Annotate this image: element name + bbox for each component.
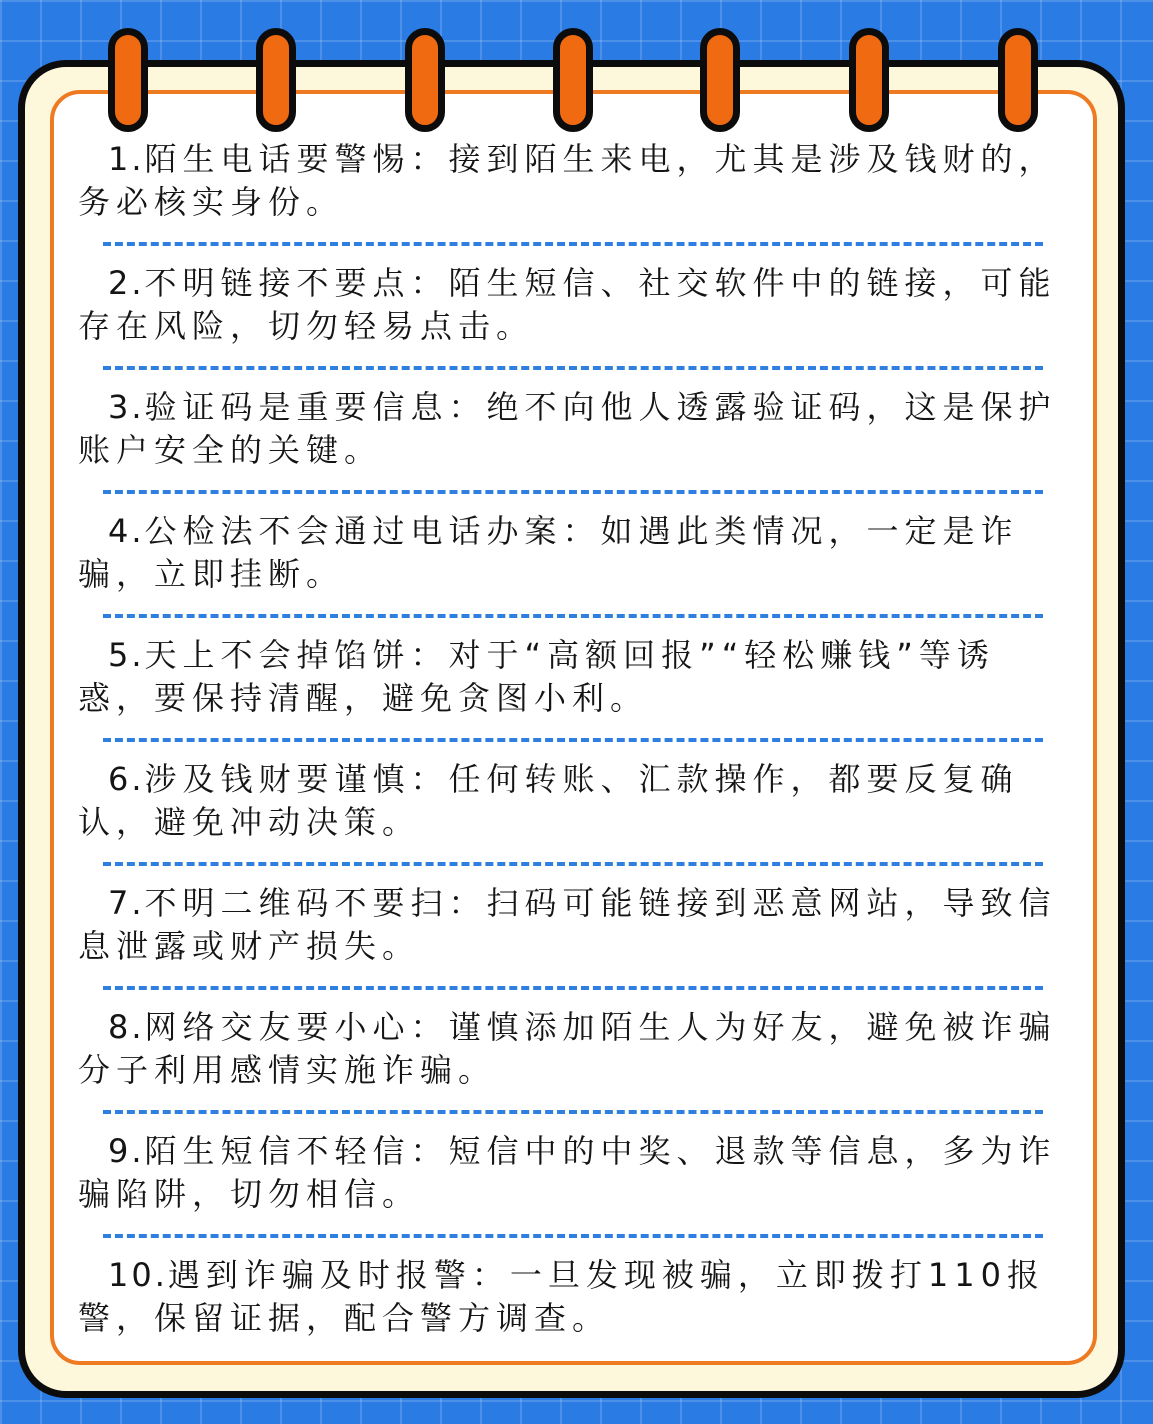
tip-number: 6. bbox=[108, 760, 145, 798]
dashed-divider bbox=[103, 1234, 1043, 1238]
tip-item bbox=[78, 634, 1068, 720]
tip-item bbox=[78, 1254, 1068, 1340]
tip-item bbox=[78, 1130, 1068, 1216]
tip-number: 7. bbox=[108, 884, 145, 922]
tip-text: 陌生电话要警惕：接到陌生来电，尤其是涉及钱财的，务必核实身份。 bbox=[78, 140, 1057, 221]
binder-ring-icon bbox=[108, 28, 148, 132]
dashed-divider bbox=[103, 242, 1043, 246]
tip-text: 天上不会掉馅饼：对于“高额回报”“轻松赚钱”等诱惑，要保持清醒，避免贪图小利。 bbox=[78, 636, 995, 717]
tip-text: 网络交友要小心：谨慎添加陌生人为好友，避免被诈骗分子利用感情实施诈骗。 bbox=[78, 1008, 1057, 1089]
tip-text: 公检法不会通过电话办案：如遇此类情况，一定是诈骗，立即挂断。 bbox=[78, 512, 1019, 593]
tip-item bbox=[78, 138, 1068, 224]
tip-text: 不明二维码不要扫：扫码可能链接到恶意网站，导致信息泄露或财产损失。 bbox=[78, 884, 1057, 965]
tip-text: 验证码是重要信息：绝不向他人透露验证码，这是保护账户安全的关键。 bbox=[78, 388, 1057, 469]
tip-number: 10. bbox=[108, 1256, 168, 1294]
dashed-divider bbox=[103, 986, 1043, 990]
tip-number: 3. bbox=[108, 388, 145, 426]
tips-list bbox=[78, 138, 1068, 1340]
tip-item bbox=[78, 882, 1068, 968]
dashed-divider bbox=[103, 862, 1043, 866]
tip-item bbox=[78, 386, 1068, 472]
dashed-divider bbox=[103, 1110, 1043, 1114]
tip-number: 1. bbox=[108, 140, 145, 178]
binder-ring-icon bbox=[998, 28, 1038, 132]
binder-ring-icon bbox=[849, 28, 889, 132]
binder-ring-icon bbox=[553, 28, 593, 132]
tip-item bbox=[78, 262, 1068, 348]
dashed-divider bbox=[103, 366, 1043, 370]
tip-number: 5. bbox=[108, 636, 145, 674]
tip-number: 8. bbox=[108, 1008, 145, 1046]
binder-ring-icon bbox=[405, 28, 445, 132]
binder-ring-icon bbox=[256, 28, 296, 132]
dashed-divider bbox=[103, 738, 1043, 742]
binder-ring-icon bbox=[700, 28, 740, 132]
tip-text: 遇到诈骗及时报警：一旦发现被骗，立即拨打110报警，保留证据，配合警方调查。 bbox=[78, 1256, 1045, 1337]
dashed-divider bbox=[103, 614, 1043, 618]
tip-text: 涉及钱财要谨慎：任何转账、汇款操作，都要反复确认，避免冲动决策。 bbox=[78, 760, 1019, 841]
tip-item bbox=[78, 758, 1068, 844]
tip-item bbox=[78, 1006, 1068, 1092]
tip-text: 不明链接不要点：陌生短信、社交软件中的链接，可能存在风险，切勿轻易点击。 bbox=[78, 264, 1057, 345]
dashed-divider bbox=[103, 490, 1043, 494]
tip-number: 4. bbox=[108, 512, 145, 550]
tip-item bbox=[78, 510, 1068, 596]
tip-number: 9. bbox=[108, 1132, 145, 1170]
tip-text: 陌生短信不轻信：短信中的中奖、退款等信息，多为诈骗陷阱，切勿相信。 bbox=[78, 1132, 1057, 1213]
tip-number: 2. bbox=[108, 264, 145, 302]
